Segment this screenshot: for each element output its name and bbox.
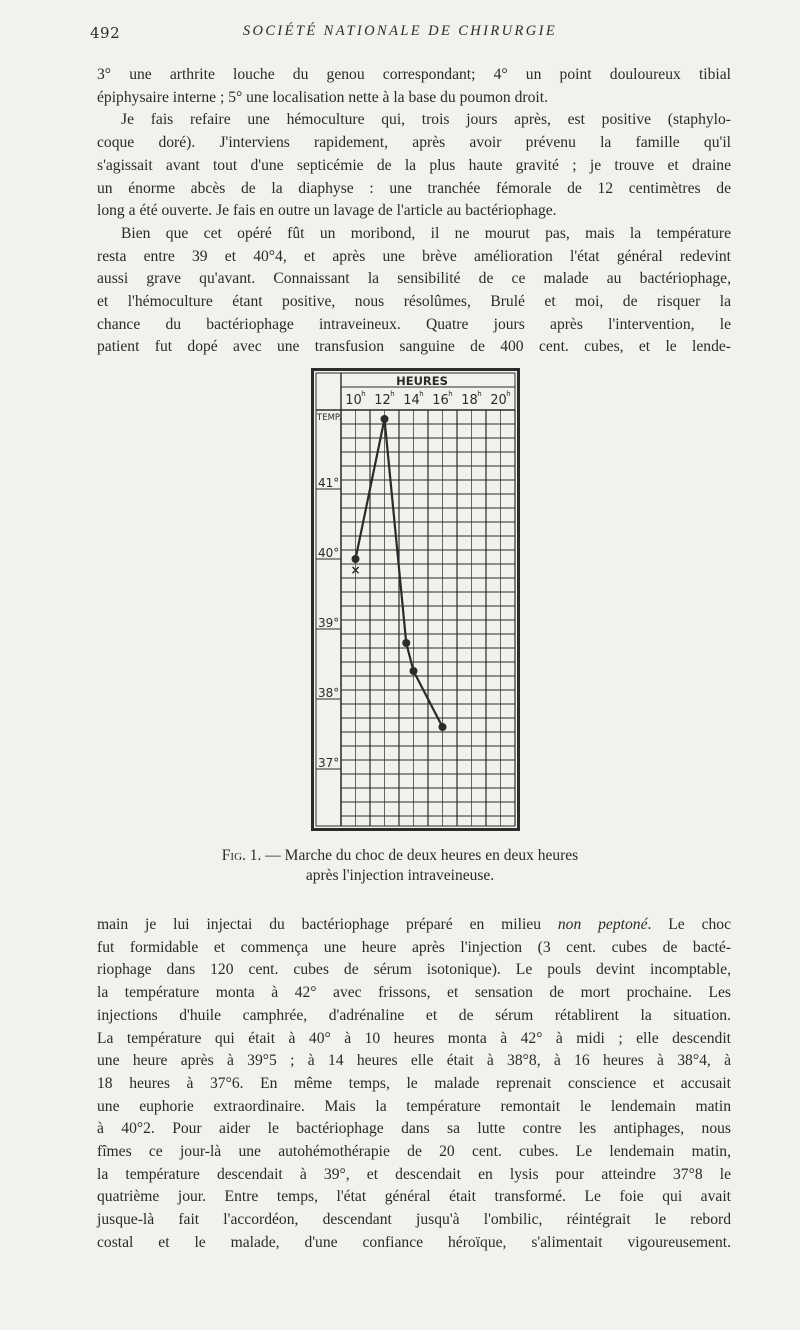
x-tick-unit: h	[506, 390, 511, 398]
text-segment: main je lui injectai du bactériophage préparé en milieu	[97, 916, 558, 933]
text-line: Bien que cet opéré fût un moribond, il ne mourut pas, mais la température	[121, 224, 731, 242]
data-point	[402, 639, 410, 647]
data-point	[352, 555, 360, 563]
point-marker: ×	[350, 563, 361, 577]
x-tick-label: 18	[461, 393, 478, 408]
text-line: une euphorie extraordinaire. Mais la température remontait le lendemain matin	[97, 1097, 731, 1115]
text-line: 3° une arthrite louche du genou correspondant; 4° un point douloureux tibial	[97, 66, 731, 83]
text-line: un énorme abcès de la diaphyse : une tranchée fémorale de 12 centimètres de	[97, 179, 731, 197]
caption-text-1: — Marche du choc de deux heures en deux heures	[261, 847, 579, 864]
x-tick-unit: h	[419, 390, 424, 398]
y-tick-label: 38°	[318, 686, 340, 700]
text-line: s'agissait avant tout d'une septicémie de la plus haute gravité ; je trouve et draine	[97, 156, 731, 174]
y-tick-label: 41°	[318, 476, 340, 490]
text-line: aussi grave qu'avant. Connaissant la sensibilité de ce malade au bactériophage,	[97, 270, 731, 288]
text-line: et l'hémoculture étant positive, nous résolûmes, Brulé et moi, de risquer la	[97, 293, 731, 311]
text-line: fîmes ce jour-là une autohémothérapie de 20 cent. cubes. Le lendemain matin,	[97, 1143, 731, 1161]
x-tick-label: 20	[490, 393, 507, 408]
text-line: à 40°2. Pour aider le bactériophage dans sa lutte contre les antiphages, nous	[97, 1120, 731, 1138]
caption-text-2: après l'injection intraveineuse.	[305, 867, 495, 884]
text-line	[97, 914, 731, 937]
paragraph-top	[97, 64, 731, 359]
text-line: la température monta à 42° avec frissons, et sensation de mort prochaine. Les	[97, 984, 731, 1002]
text-line: long a été ouverte. Je fais en outre un lavage de l'article au bactériophage.	[97, 202, 557, 220]
x-tick-label: 12	[374, 393, 391, 408]
x-tick-label: 14	[403, 393, 420, 408]
text-segment: . Le choc	[647, 916, 731, 933]
text-line: coque doré). J'interviens rapidement, après avoir prévenu la famille qu'il	[97, 134, 731, 152]
chart-frame	[313, 370, 519, 830]
figure-caption	[0, 846, 800, 886]
x-tick-unit: h	[390, 390, 395, 398]
text-line: injections d'huile camphrée, d'adrénaline et de sérum rétablirent la situation.	[97, 1006, 731, 1024]
y-tick-label: 39°	[318, 616, 340, 630]
x-tick-unit: h	[448, 390, 453, 398]
text-line: quatrième jour. Entre temps, l'état général était transformé. Le foie qui avait	[97, 1188, 731, 1206]
text-line: fut formidable et commença une heure après l'injection (3 cent. cubes de bacté-	[97, 938, 731, 956]
chart-inner-frame	[316, 373, 515, 826]
data-point	[410, 667, 418, 675]
text-line: la température descendait à 39°, et descendait en lysis pour atteindre 37°8 le	[97, 1165, 731, 1183]
running-title: SOCIÉTÉ NATIONALE DE CHIRURGIE	[242, 23, 558, 39]
data-point	[381, 415, 389, 423]
y-axis-label: TEMP.	[317, 413, 342, 423]
text-line: 18 heures à 37°6. En même temps, le malade reprenait conscience et accusait	[97, 1074, 731, 1092]
x-tick-label: 10	[345, 393, 362, 408]
text-line: resta entre 39 et 40°4, et après une brève amélioration l'état général redevint	[97, 247, 731, 265]
figure-label: Fig. 1.	[221, 847, 262, 864]
x-tick-unit: h	[477, 390, 482, 398]
text-line: Je fais refaire une hémoculture qui, trois jours après, est positive (staphylo-	[121, 111, 731, 129]
emphasis-text: non peptoné	[557, 916, 648, 933]
x-tick-unit: h	[361, 390, 366, 398]
y-tick-label: 40°	[318, 546, 340, 560]
page-number: 492	[90, 24, 121, 42]
data-point	[439, 723, 447, 731]
text-line: La température qui était à 40° à 10 heures monta à 42° à midi ; elle descendit	[97, 1029, 731, 1047]
temperature-chart	[311, 368, 520, 831]
x-tick-label: 16	[432, 393, 449, 408]
text-line: une heure après à 39°5 ; à 14 heures elle était à 38°8, à 16 heures à 38°4, à	[97, 1052, 731, 1070]
text-line: chance du bactériophage intraveineux. Quatre jours après l'intervention, le	[97, 315, 731, 333]
text-line: riophage dans 120 cent. cubes de sérum isotonique). Le pouls devint incomptable,	[97, 961, 731, 979]
text-line: jusque-là fait l'accordéon, descendant jusqu'à l'ombilic, réintégrait le rebord	[97, 1211, 731, 1229]
y-tick-label: 37°	[318, 756, 340, 770]
hours-header-label: HEURES	[396, 374, 448, 388]
text-line: costal et le malade, d'une confiance héroïque, s'alimentait vigoureusement.	[97, 1233, 731, 1251]
paragraph-bottom	[97, 914, 731, 1255]
text-line: patient fut dopé avec une transfusion sanguine de 400 cent. cubes, et le lende-	[97, 338, 731, 356]
text-line: épiphysaire interne ; 5° une localisation nette à la base du poumon droit.	[97, 88, 548, 106]
